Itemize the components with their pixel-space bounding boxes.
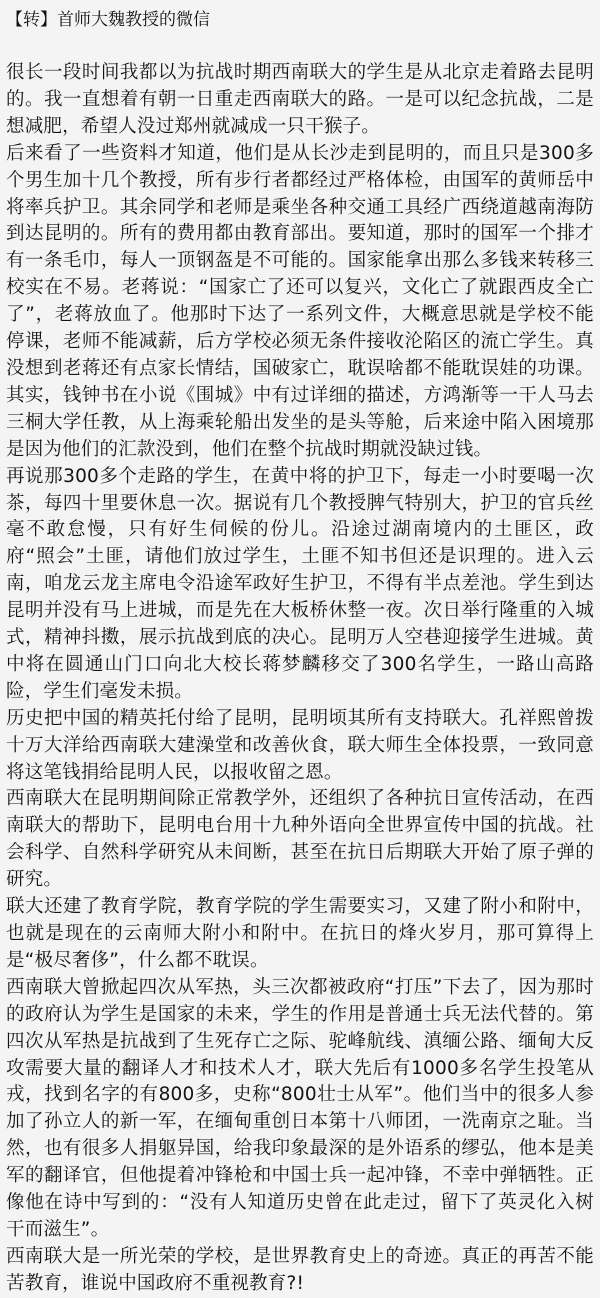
paragraph-6: 联大还建了教育学院，教育学院的学生需要实习，又建了附小和附中，也就是现在的云南师大附小和附中。在抗日的烽火岁月，那可算得上是“极尽奢侈”，什么都不耽误。 [6,896,594,971]
paragraph-4: 历史把中国的精英托付给了昆明，昆明顷其所有支持联大。孔祥熙曾拨十万大洋给西南联大建澡堂和改善伙食，联大师生全体投票，一致同意将这笔钱捐给昆明人民，以报收留之恩。 [6,707,594,783]
article-body [6,60,594,1298]
paragraph-1: 很长一段时间我都以为抗战时期西南联大的学生是从北京走着路去昆明的。我一直想着有朝一日重走西南联大的路。一是可以纪念抗战，二是想减肥，希望人没过郑州就减成一只干猴子。 [6,62,594,137]
paragraph-7: 西南联大曾掀起四次从军热，头三次都被政府“打压”下去了，因为那时的政府认为学生是国家的未来，学生的作用是普通士兵无法代替的。第四次从军热是抗战到了生死存亡之际、驼峰航线、滇缅公路、缅甸大反攻需要大量的翻译人才和技术人才，联大先后有1000多名学生投笔从戎，找到名字的有800多，史称“800壮士从军”。他们当中的很多人参加了孙立人的新一军，在缅甸重创日本第十八师团，一洗南京之耻。当然，也有很多人捐躯异国，给我印象最深的是外语系的缪弘，他本是美军的翻译官，但他提着冲锋枪和中国士兵一起冲锋，不幸中弹牺牲。正像他在诗中写到的：“没有人知道历史曾在此走过，留下了英灵化入树干而滋生”。 [6,976,594,1240]
paragraph-2: 后来看了一些资料才知道，他们是从长沙走到昆明的，而且只是300多个男生加十几个教授，所有步行者都经过严格体检，由国军的黄师岳中将率兵护卫。其余同学和老师是乘坐各种交通工具经广西绕道越南海防到达昆明的。所有的费用都由教育部出。要知道，那时的国军一个排才有一条毛巾，每人一顶钢盔是不可能的。国家能拿出那么多钱来转移三校实在不易。老蒋说：“国家亡了还可以复兴，文化亡了就跟西皮全亡了”，老蒋放血了。他那时下达了一系列文件，大概意思就是学校不能停课，老师不能减薪，后方学校必须无条件接收沦陷区的流亡学生。真没想到老蒋还有点家长情结，国破家亡，耽误啥都不能耽误娃的功课。其实，钱钟书在小说《围城》中有过详细的描述，方鸿渐等一干人马去三桐大学任教，从上海乘轮船出发坐的是头等舱，后来途中陷入困境那是因为他们的汇款没到，他们在整个抗战时期就没缺过钱。 [6,142,594,460]
paragraph-5: 西南联大在昆明期间除正常教学外，还组织了各种抗日宣传活动，在西南联大的帮助下，昆明电台用十九种外语向全世界宣传中国的抗战。社会科学、自然科学研究从未间断，甚至在抗日后期联大开始了原子弹的研究。 [6,788,594,891]
paragraph-8: 西南联大是一所光荣的学校，是世界教育史上的奇迹。真正的再苦不能苦教育，谁说中国政府不重视教育?! [6,1245,594,1294]
article-title: 【转】首师大魏教授的微信 [6,10,210,30]
paragraph-3: 再说那300多个走路的学生，在黄中将的护卫下，每走一小时要喝一次茶，每四十里要休息一次。据说有几个教授脾气特别大，护卫的官兵丝毫不敢怠慢，只有好生伺候的份儿。沿途过湖南境内的土匪区，政府“照会”土匪，请他们放过学生，土匪不知书但还是识理的。进入云南，咱龙云龙主席电令沿途军政好生护卫，不得有半点差池。学生到达昆明并没有马上进城，而是先在大板桥休整一夜。次日举行隆重的入城式，精神抖擞，展示抗战到底的决心。昆明万人空巷迎接学生进城。黄中将在圆通山门口向北大校长蒋梦麟移交了300名学生，一路山高路险，学生们毫发未损。 [6,465,594,702]
